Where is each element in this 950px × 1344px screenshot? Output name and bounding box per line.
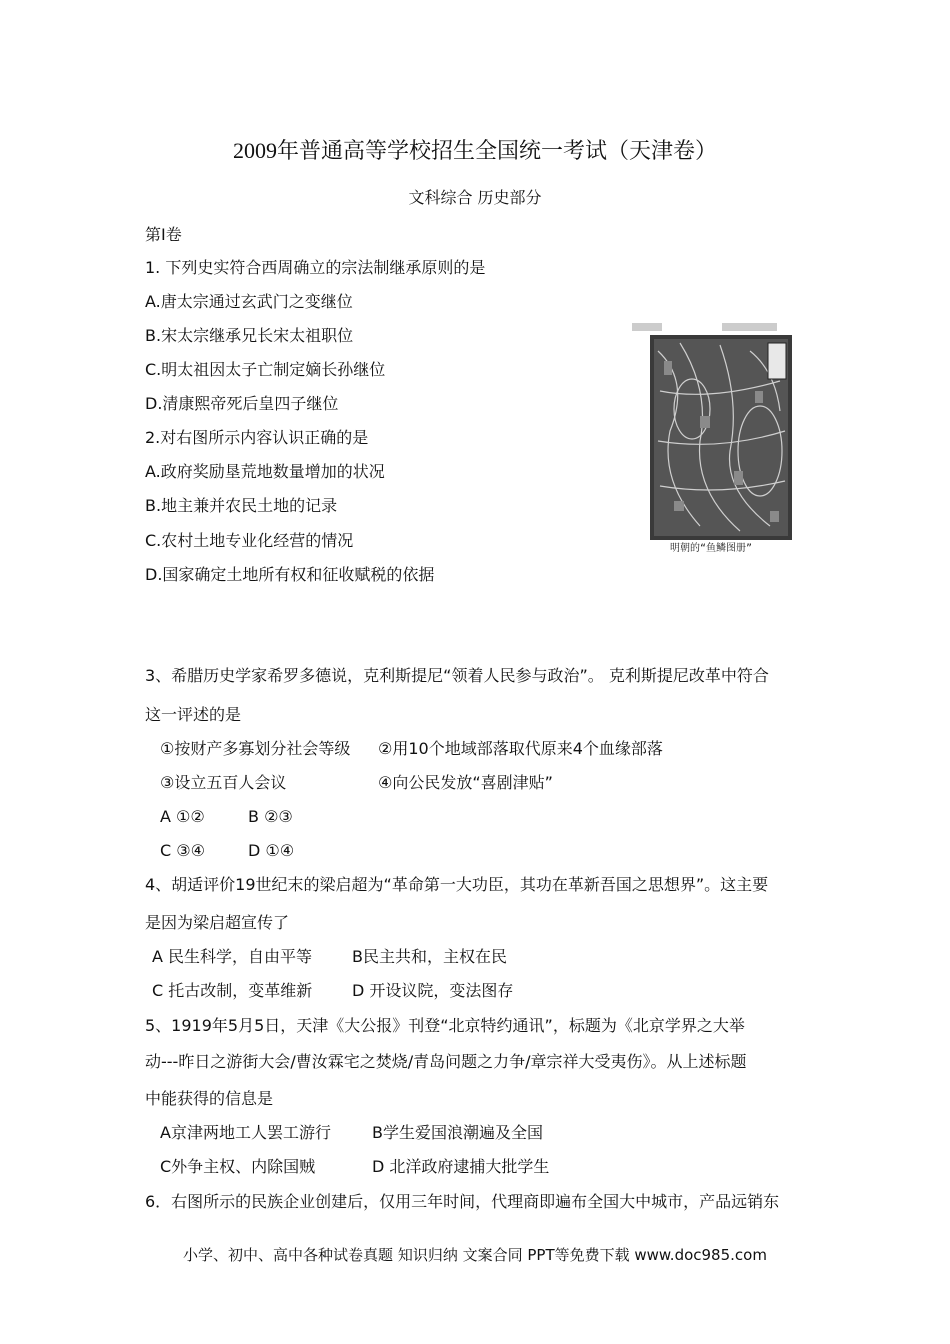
fish-scale-map-figure (630, 321, 795, 561)
q1-option-b: B.宋太宗继承兄长宋太祖职位 (145, 326, 354, 345)
q2-stem: 2.对右图所示内容认识正确的是 (145, 428, 369, 447)
q3-item-4: ④向公民发放“喜剧津贴” (378, 773, 553, 792)
q5-option-a: A京津两地工人罢工游行 (160, 1123, 331, 1142)
q4-option-b: B民主共和，主权在民 (352, 947, 507, 966)
q3-item-3: ③设立五百人会议 (160, 773, 287, 792)
q5-option-d: D 北洋政府逮捕大批学生 (372, 1157, 550, 1176)
q5-option-c: C外争主权、内除国贼 (160, 1157, 316, 1176)
q3-option-b: B ②③ (248, 807, 293, 826)
q3-option-c: C ③④ (160, 841, 205, 860)
q2-option-a: A.政府奖励垦荒地数量增加的状况 (145, 462, 385, 481)
q2-option-d: D.国家确定土地所有权和征收赋税的依据 (145, 565, 435, 584)
section-label: 第Ⅰ卷 (145, 225, 182, 244)
q6-stem-line1: 6．右图所示的民族企业创建后，仅用三年时间，代理商即遍布全国大中城市，产品远销东 (145, 1192, 780, 1211)
fish-scale-map-image (630, 321, 795, 561)
q3-item-2: ②用10个地域部落取代原来4个血缘部落 (378, 739, 663, 758)
page-footer: 小学、初中、高中各种试卷真题 知识归纳 文案合同 PPT等免费下载 www.doc985.com (183, 1246, 767, 1264)
page-title: 2009年普通高等学校招生全国统一考试（天津卷） (232, 138, 717, 163)
q4-option-a: A 民生科学，自由平等 (152, 947, 313, 966)
q1-option-a: A.唐太宗通过玄武门之变继位 (145, 292, 353, 311)
q2-option-c: C.农村土地专业化经营的情况 (145, 531, 354, 550)
q3-item-1: ①按财产多寡划分社会等级 (160, 739, 351, 758)
q1-option-d: D.清康熙帝死后皇四子继位 (145, 394, 339, 413)
q5-stem-line3: 中能获得的信息是 (145, 1089, 274, 1108)
q5-stem-line1: 5、1919年5月5日，天津《大公报》刊登“北京特约通讯”，标题为《北京学界之大举 (145, 1016, 745, 1035)
q1-option-c: C.明太祖因太子亡制定嫡长孙继位 (145, 360, 386, 379)
q3-option-d: D ①④ (248, 841, 295, 860)
q5-stem-line2: 动---昨日之游街大会/曹汝霖宅之焚烧/青岛问题之力争/章宗祥大受夷伤》。从上述标题 (145, 1052, 747, 1071)
q3-stem-line2: 这一评述的是 (145, 705, 242, 724)
q5-option-b: B学生爱国浪潮遍及全国 (372, 1123, 543, 1142)
q3-stem-line1: 3、希腊历史学家希罗多德说，克利斯提尼“领着人民参与政治”。 克利斯提尼改革中符合 (145, 666, 769, 685)
q4-stem-line1: 4、胡适评价19世纪末的梁启超为“革命第一大功臣，其功在革新吾国之思想界”。这主要 (145, 875, 769, 894)
q3-option-a: A ①② (160, 807, 205, 826)
fish-scale-map-caption: 明朝的“鱼鳞图册” (670, 543, 753, 554)
q2-option-b: B.地主兼并农民土地的记录 (145, 496, 338, 515)
q4-stem-line2: 是因为梁启超宣传了 (145, 913, 290, 932)
q4-option-d: D 开设议院，变法图存 (352, 981, 514, 1000)
page-subtitle: 文科综合 历史部分 (408, 188, 542, 207)
q1-stem: 1. 下列史实符合西周确立的宗法制继承原则的是 (145, 258, 486, 277)
q4-option-c: C 托古改制，变革维新 (152, 981, 313, 1000)
